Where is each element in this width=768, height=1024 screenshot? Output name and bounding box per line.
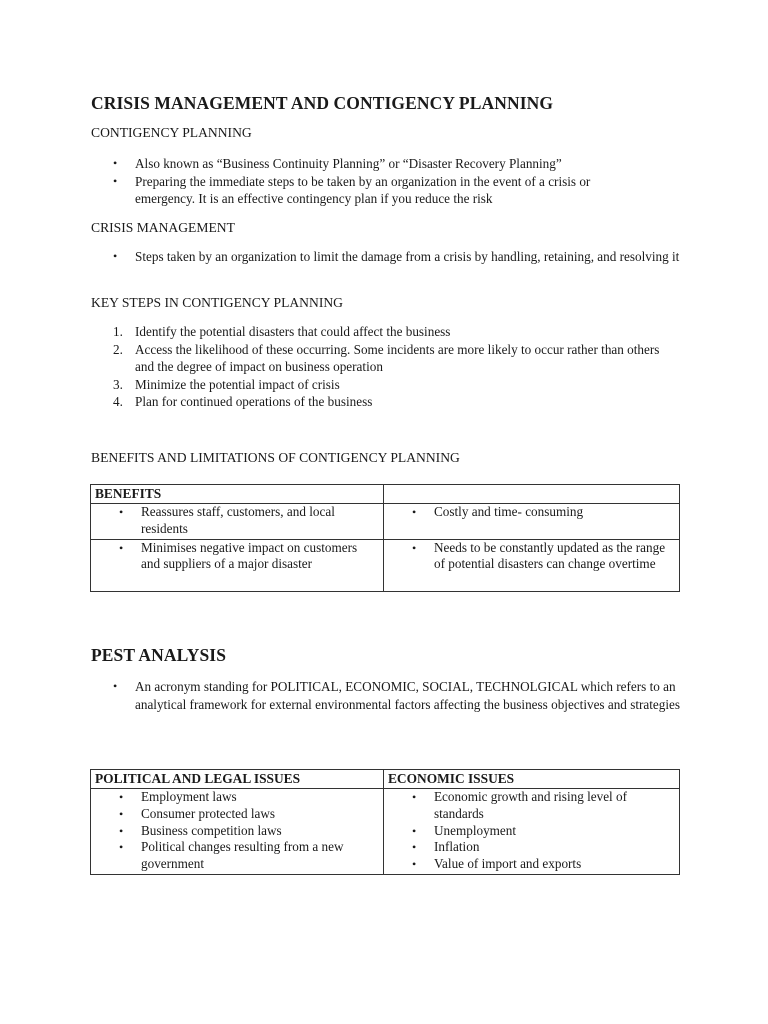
list-item: • Value of import and exports (412, 856, 582, 872)
table-cell (91, 504, 384, 540)
bullet-icon: • (119, 505, 124, 519)
benefits-table (90, 484, 680, 592)
table-row (91, 504, 680, 540)
key-steps-list (91, 323, 681, 411)
bullet-icon: • (119, 806, 124, 821)
bullet-icon: • (119, 823, 124, 838)
bullet-icon: • (113, 156, 118, 170)
table-header-row (91, 770, 680, 789)
list-item: • Needs to be constantly updated as the range of potential disasters can change overtime (412, 539, 666, 572)
list-item: • Reassures staff, customers, and local residents (119, 504, 335, 536)
table-cell (91, 539, 384, 591)
list-item: • Inflation (412, 839, 480, 855)
table-cell (384, 539, 680, 591)
list-item: 2. Access the likelihood of these occurring. Some incidents are more likely to occur rather than others and the degree of impact on business operation (113, 341, 660, 374)
bullet-icon: • (412, 840, 417, 855)
list-item: • An acronym standing for POLITICAL, ECONOMIC, SOCIAL, TECHNOLGICAL which refers to an analytical framework for external environmental factors affecting the business objectives and strategies (113, 679, 680, 712)
bullet-icon: • (119, 840, 124, 855)
contingency-heading: CONTIGENCY PLANNING (91, 125, 252, 140)
contingency-bullet-list (91, 155, 651, 208)
table-header-cell: POLITICAL AND LEGAL ISSUES (91, 770, 384, 789)
list-item: • Business competition laws (119, 822, 282, 838)
bullet-icon: • (412, 505, 417, 519)
bullet-icon: • (113, 679, 118, 693)
list-item: • Political changes resulting from a new government (119, 839, 344, 872)
bullet-icon: • (412, 540, 417, 555)
bullet-icon: • (113, 249, 118, 263)
pest-bullet-list (91, 678, 683, 713)
table-cell (91, 789, 384, 875)
list-item: • Preparing the immediate steps to be taken by an organization in the event of a crisis or emergency. It is an effective contingency plan if you reduce the risk (113, 173, 591, 206)
table-row (91, 539, 680, 591)
pest-table (90, 769, 680, 875)
benefits-heading: BENEFITS AND LIMITATIONS OF CONTIGENCY PLANNING (91, 450, 460, 465)
list-item: • Employment laws (119, 789, 237, 804)
key-steps-heading: KEY STEPS IN CONTIGENCY PLANNING (91, 295, 343, 310)
list-item: • Costly and time- consuming (412, 504, 584, 519)
bullet-icon: • (113, 173, 118, 188)
list-item: 4. Plan for continued operations of the business (113, 394, 373, 409)
list-item: 3. Minimize the potential impact of crisis (113, 376, 340, 392)
bullet-icon: • (412, 790, 417, 804)
bullet-icon: • (412, 823, 417, 838)
table-header-row (91, 485, 680, 504)
list-item: 1. Identify the potential disasters that could affect the business (113, 324, 451, 339)
table-cell (384, 789, 680, 875)
table-header-cell: ECONOMIC ISSUES (384, 770, 680, 789)
table-row (91, 789, 680, 875)
table-cell (384, 504, 680, 540)
list-item: • Economic growth and rising level of standards (412, 789, 628, 821)
list-item: • Also known as “Business Continuity Planning” or “Disaster Recovery Planning” (113, 156, 562, 171)
list-item: • Steps taken by an organization to limit the damage from a crisis by handling, retaining, and resolving it (113, 249, 680, 264)
list-item: • Consumer protected laws (119, 805, 276, 821)
pest-title: PEST ANALYSIS (91, 645, 227, 665)
list-item: • Minimises negative impact on customers and suppliers of a major disaster (119, 539, 358, 572)
crisis-heading: CRISIS MANAGEMENT (91, 220, 235, 235)
bullet-icon: • (119, 790, 124, 804)
list-item: • Unemployment (412, 822, 517, 838)
table-header-cell (384, 485, 680, 504)
bullet-icon: • (412, 857, 417, 872)
table-header-cell: BENEFITS (91, 485, 384, 504)
crisis-bullet-list (91, 248, 681, 266)
document-title: CRISIS MANAGEMENT AND CONTIGENCY PLANNING (91, 93, 554, 113)
bullet-icon: • (119, 540, 124, 555)
